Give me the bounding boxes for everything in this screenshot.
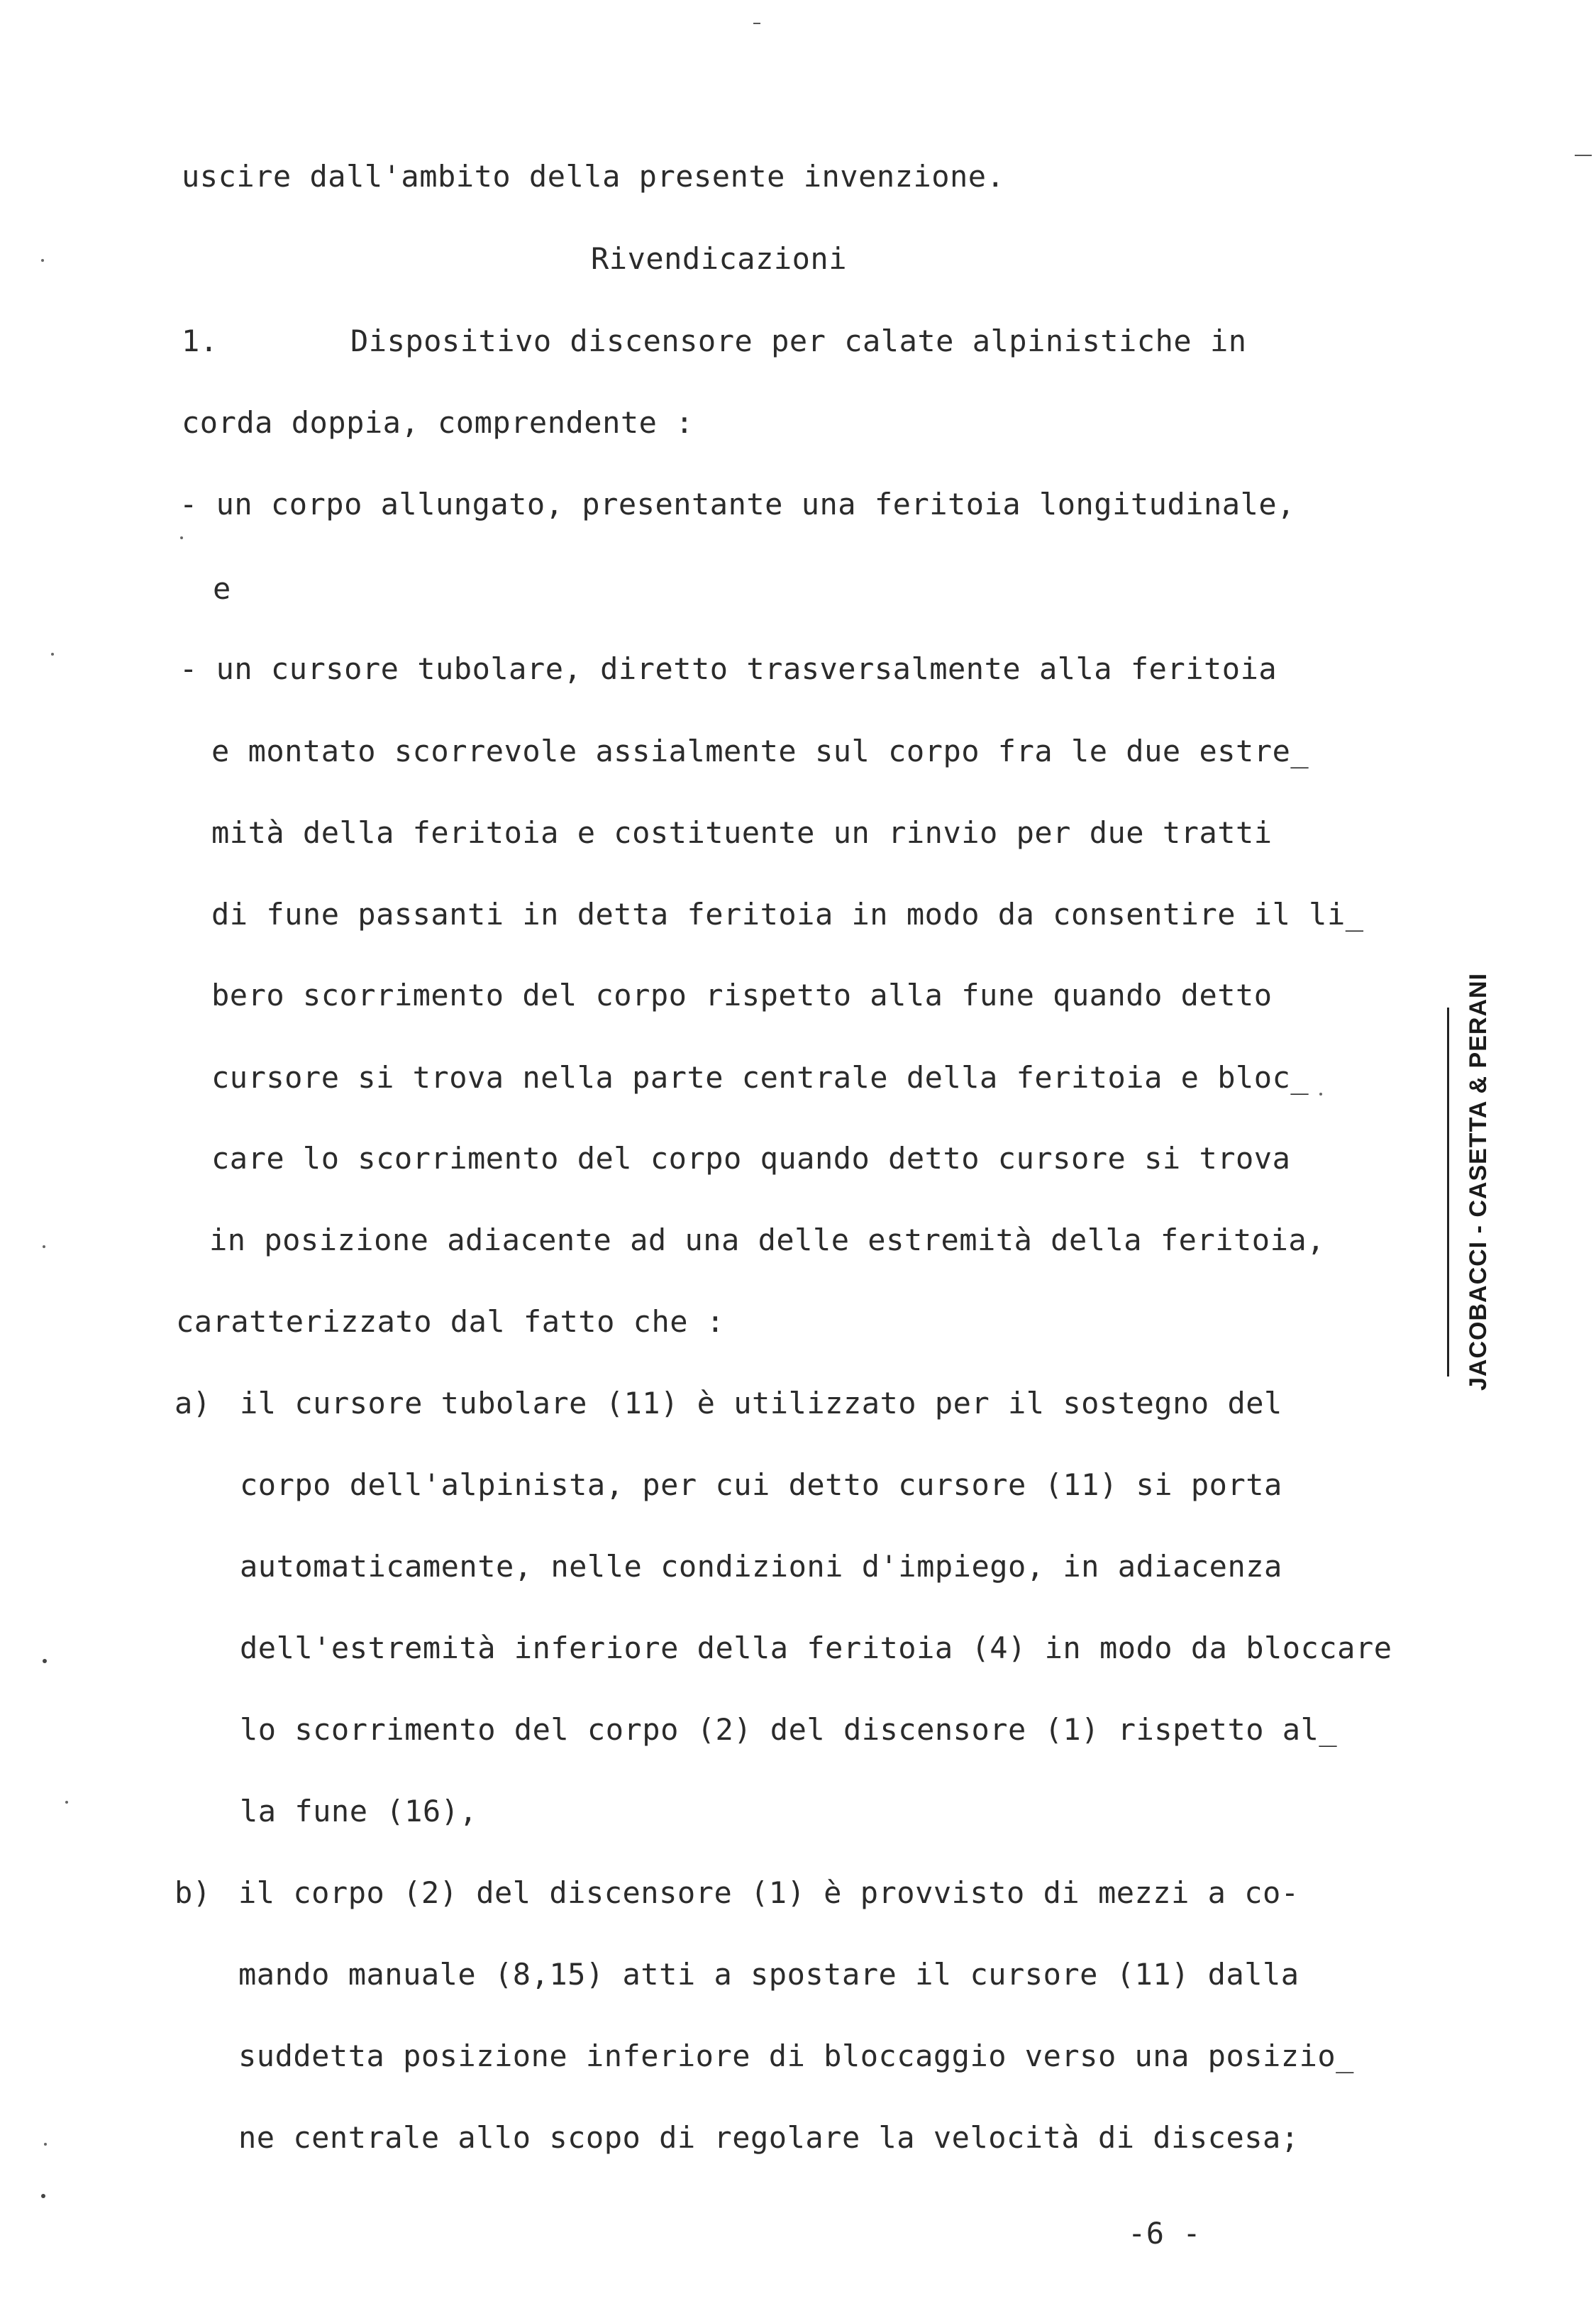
text-line: automaticamente, nelle condizioni d'impiego, in adiacenza <box>240 1549 1282 1584</box>
text-line: - un corpo allungato, presentante una feritoia longitudinale, <box>179 487 1295 522</box>
section-heading: Rivendicazioni <box>591 241 848 276</box>
scan-speck <box>41 2194 45 2198</box>
scan-speck <box>43 1659 47 1663</box>
text-line: - un cursore tubolare, diretto trasversalmente alla feritoia <box>179 651 1278 686</box>
scan-speck <box>1319 1093 1322 1096</box>
page-number: -6 - <box>1128 2216 1202 2251</box>
text-line: il corpo (2) del discensore (1) è provvisto di mezzi a co- <box>238 1875 1299 1910</box>
text-line: in posizione adiacente ad una delle estremità della feritoia, <box>209 1223 1325 1257</box>
scan-mark <box>1575 155 1592 156</box>
list-marker: b) <box>174 1875 211 1910</box>
text-line: cursore si trova nella parte centrale della feritoia e bloc_ <box>211 1060 1309 1095</box>
text-line: ne centrale allo scopo di regolare la velocità di discesa; <box>238 2120 1299 2155</box>
text-line: mità della feritoia e costituente un rinvio per due tratti <box>211 815 1273 850</box>
scan-speck <box>41 259 44 262</box>
claim-number: 1. <box>182 324 218 358</box>
scan-speck <box>65 1801 68 1804</box>
text-line: mando manuale (8,15) atti a spostare il cursore (11) dalla <box>238 1957 1299 1992</box>
text-line: la fune (16), <box>240 1794 478 1828</box>
text-line: uscire dall'ambito della presente invenzione. <box>182 159 1005 194</box>
scan-speck <box>180 536 183 539</box>
text-line: di fune passanti in detta feritoia in modo da consentire il li_ <box>211 897 1364 932</box>
text-line: dell'estremità inferiore della feritoia (4) in modo da bloccare <box>240 1631 1392 1665</box>
text-line: il cursore tubolare (11) è utilizzato per il sostegno del <box>240 1386 1282 1420</box>
text-line: care lo scorrimento del corpo quando detto cursore si trova <box>211 1141 1291 1176</box>
text-line: corpo dell'alpinista, per cui detto cursore (11) si porta <box>240 1467 1282 1502</box>
text-line: corda doppia, comprendente : <box>182 405 694 440</box>
text-line: e <box>213 571 231 606</box>
scan-speck <box>44 2143 47 2146</box>
text-line: suddetta posizione inferiore di bloccaggio verso una posizio_ <box>238 2039 1354 2073</box>
text-line: caratterizzato dal fatto che : <box>176 1304 725 1339</box>
text-line: bero scorrimento del corpo rispetto alla fune quando detto <box>211 978 1273 1013</box>
firm-stamp: JACOBACCI - CASETTA & PERANI <box>1465 972 1492 1391</box>
list-marker: a) <box>174 1386 211 1420</box>
text-line: Dispositivo discensore per calate alpinistiche in <box>350 324 1247 358</box>
text-line: lo scorrimento del corpo (2) del discensore (1) rispetto al_ <box>240 1712 1338 1747</box>
text-line: e montato scorrevole assialmente sul corpo fra le due estre_ <box>211 734 1309 768</box>
scan-speck <box>43 1245 45 1248</box>
scan-speck <box>51 653 54 656</box>
scan-mark <box>753 23 760 24</box>
